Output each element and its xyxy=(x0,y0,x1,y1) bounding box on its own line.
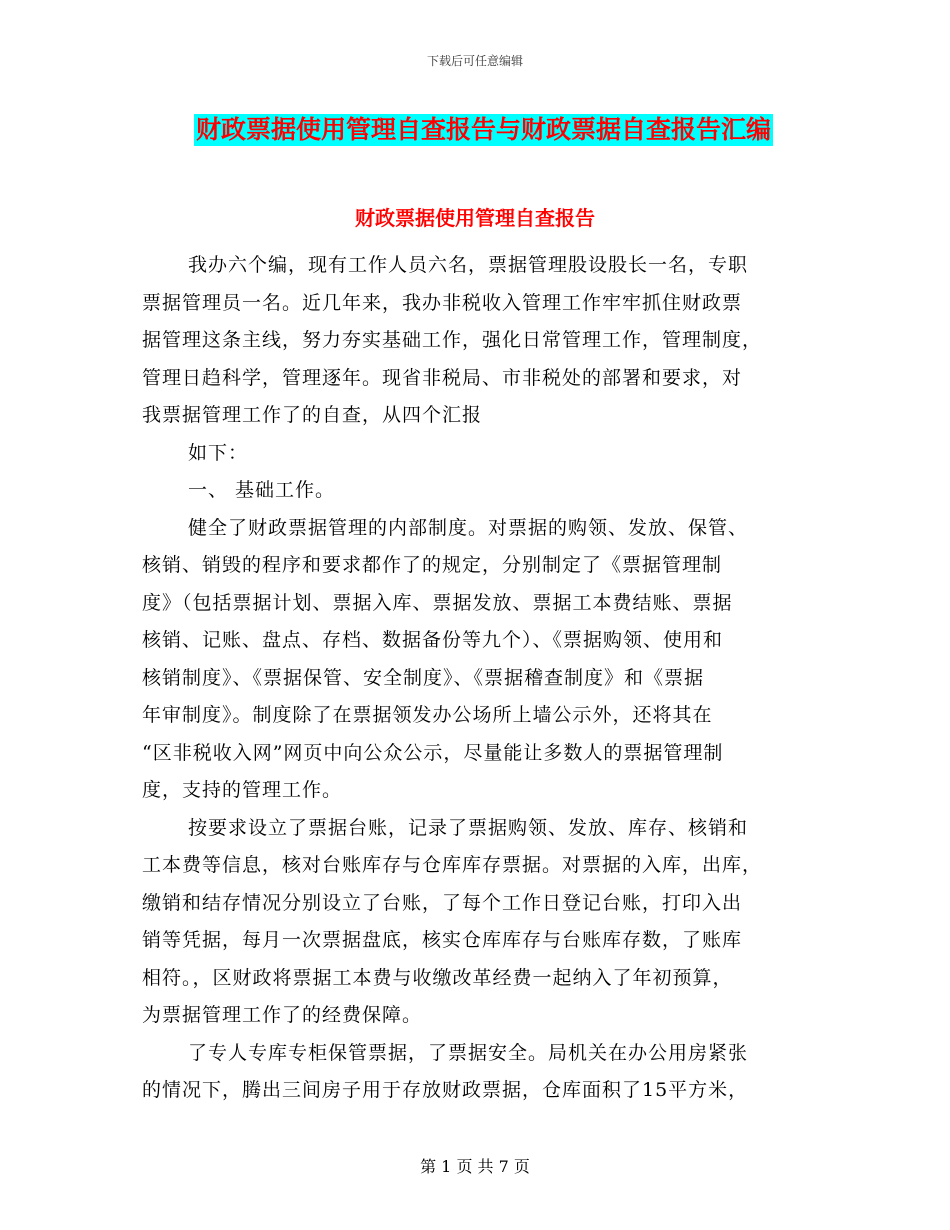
section-title: 财政票据使用管理自查报告 xyxy=(355,206,595,230)
paragraph-line: 核销、记账、盘点、存档、数据备份等九个）、《票据购领、使用和 xyxy=(142,629,724,651)
heading-line: 一、 基础工作。 xyxy=(188,479,336,501)
paragraph-line: 相符。，区财政将票据工本费与收缴改革经费一起纳入了年初预算， xyxy=(142,966,733,989)
header-note: 下载后可任意编辑 xyxy=(426,54,523,68)
paragraph-line: 核销制度》、《票据保管、安全制度》、《票据稽查制度》和《票据 xyxy=(142,666,705,689)
paragraph-line: 如下： xyxy=(188,441,249,464)
paragraph-line: 核销、销毁的程序和要求都作了的规定，分别制定了《票据管理制 xyxy=(142,554,723,576)
paragraph-line: 工本费等信息，核对台账库存与仓库库存票据。对票据的入库，出库， xyxy=(142,854,763,876)
paragraph-line: “区非税收入网”网页中向公众公示，尽量能让多数人的票据管理制 xyxy=(142,741,724,764)
paragraph-line: 度，支持的管理工作。 xyxy=(142,779,343,801)
paragraph-line: 据管理这条主线，努力夯实基础工作，强化日常管理工作，管理制度， xyxy=(142,329,763,351)
paragraph-line: 票据管理员一名。近几年来，我办非税收入管理工作牢牢抓住财政票 xyxy=(142,291,743,314)
paragraph-line: 缴销和结存情况分别设立了台账，了每个工作日登记台账，打印入出 xyxy=(142,891,743,914)
paragraph-line: 我票据管理工作了的自查，从四个汇报 xyxy=(142,404,483,426)
paragraph-line: 按要求设立了票据台账，记录了票据购领、发放、库存、核销和 xyxy=(188,816,749,839)
paragraph-line: 度》（包括票据计划、票据入库、票据发放、票据工本费结账、票据 xyxy=(142,591,733,614)
paragraph-line: 销等凭据，每月一次票据盘底，核实仓库库存与台账库存数，了账库 xyxy=(142,929,743,951)
body-text xyxy=(142,247,802,1110)
paragraph-line: 管理日趋科学，管理逐年。现省非税局、市非税处的部署和要求，对 xyxy=(142,366,743,389)
paragraph-line: 的情况下，腾出三间房子用于存放财政票据，仓库面积了15平方米， xyxy=(142,1079,749,1101)
paragraph-line: 年审制度》。制度除了在票据领发办公场所上墙公示外，还将其在 xyxy=(142,704,713,726)
page-number-footer: 第 1 页 共 7 页 xyxy=(420,1157,530,1176)
paragraph-line: 为票据管理工作了的经费保障。 xyxy=(142,1004,423,1026)
document-main-title: 财政票据使用管理自查报告与财政票据自查报告汇编 xyxy=(196,115,772,144)
paragraph-line: 我办六个编，现有工作人员六名，票据管理股设股长一名，专职 xyxy=(188,254,749,276)
paragraph-line: 健全了财政票据管理的内部制度。对票据的购领、发放、保管、 xyxy=(188,516,749,539)
paragraph-line: 了专人专库专柜保管票据，了票据安全。局机关在办公用房紧张 xyxy=(188,1041,749,1064)
